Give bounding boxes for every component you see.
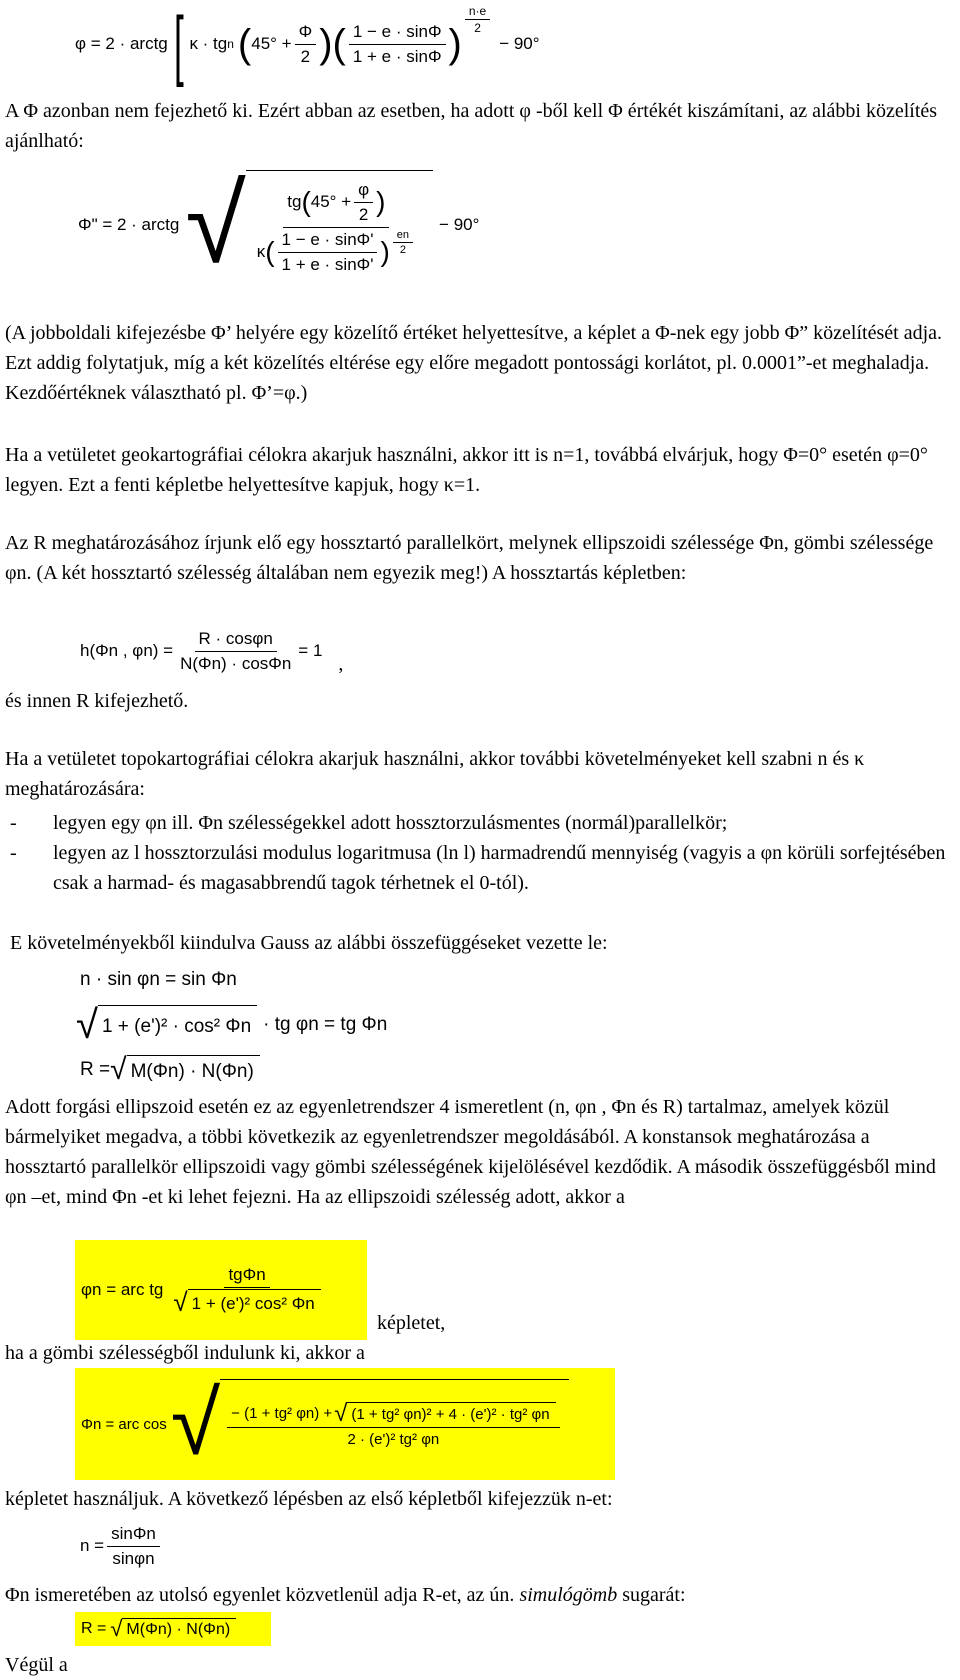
eq1-paren-close: ) xyxy=(319,21,333,66)
paragraph-finally: Végül a xyxy=(5,1654,68,1676)
eq3-comma: , xyxy=(338,652,344,675)
paragraph-spherical-start: ha a gömbi szélességből indulunk ki, akkor a xyxy=(5,1342,365,1364)
eq2-root xyxy=(185,163,433,286)
gauss-equation-1: n · sin φn = sin Φn xyxy=(80,969,237,990)
gauss-equation-3: R = √ M(Φn) · N(Φn) xyxy=(80,1052,260,1088)
paragraph-R-expressible: és innen R kifejezhető. xyxy=(5,690,189,712)
eq1-minus90: − 90° xyxy=(499,34,540,53)
eq1-n-exponent: n xyxy=(227,37,234,51)
paragraph-phi-not-expressible: A Φ azonban nem fejezhető ki. Ezért abban az esetben, ha adott φ -ből kell Φ értékét kiszámítani, az alábbi közelítés ajánlható: xyxy=(5,100,938,152)
eq3-lhs: h(Φn , φn) = xyxy=(80,641,174,660)
equation-phi-arctg xyxy=(75,0,540,88)
eq1-paren2-open: ( xyxy=(332,21,346,66)
eq1-bracket-left: [ xyxy=(173,0,184,88)
eq2-big-fraction: tg ( 45° + $\frac{\varphi}{2}$ ) κ ( $\frac{1 - e \cdot \sin\Phi'}{1 + e \cdot \sin\Phi'}$ ) $\frac{en}{2}$ xyxy=(253,179,420,276)
eq2-root-symbol: √ xyxy=(185,163,246,286)
equation-length-preservation xyxy=(80,622,343,680)
paragraph-topocartographic: Ha a vetületet topokartográfiai célokra akarjuk használni, akkor további követelményeket kell szabni n és κ meghatározására: xyxy=(5,748,865,800)
equation-R-osculating: R = √ M(Φn) · N(Φn) xyxy=(75,1612,271,1646)
eq1-power: $\frac{n\cdot e}{2}$ xyxy=(465,4,490,35)
eq1-phi-half: $\frac{\Phi}{2}$ xyxy=(295,21,317,68)
eq3-rhs: = 1 xyxy=(298,641,323,660)
paragraph-approximation-note: (A jobboldali kifejezésbe Φ’ helyére egy közelítő értéket helyettesítve, a képlet a Φ-nek egy jobb Φ” közelítését adja. Ezt addig folytatjuk, míg a két közelítés eltérése egy előre megadott pontossági korlátot, pl. 0.0001”-et meghaladja. Kezdőértéknek választható pl. Φ’=φ.) xyxy=(5,322,943,404)
gauss-equation-2: √ 1 + (e')² · cos² Φn · tg φn = tg Φn xyxy=(76,1003,388,1047)
equation-n: n = $\frac{\sin\Phi n}{\sin\varphi n}$ xyxy=(80,1518,163,1574)
equation-phi-double-prime xyxy=(78,160,479,290)
paragraph-gauss-intro: E követelményekből kiindulva Gauss az alábbi összefüggéseket vezette le: xyxy=(10,932,608,954)
eq2-minus90: − 90° xyxy=(439,215,480,234)
paragraph-osculating-sphere: Φn ismeretében az utolsó egyenlet közvetlenül adja R-et, az ún. simulógömb sugarát: xyxy=(5,1584,686,1606)
text-formula-label: képletet, xyxy=(377,1312,446,1334)
equation-phi-n-arctg: φn = arc tg tgΦn √ 1 + (e')² cos² Φn xyxy=(75,1240,367,1340)
eq1-paren2-close: ) xyxy=(448,21,462,66)
equation-Phi-n-arccos: Φn = arc cos √ − (1 + tg² φn) + √ (1 + tg² φn)² + 4 · (e')² · tg² φn 2 · (e')² tg² φn xyxy=(75,1368,615,1480)
eq1-kappa-tg: κ · tg xyxy=(189,34,228,53)
eq1-paren-open: ( xyxy=(237,21,252,66)
eq1-45: 45° + xyxy=(251,34,292,53)
eq1-lhs: φ = 2 · arctg xyxy=(75,34,168,53)
paragraph-express-n: képletet használjuk. A következő lépésben az első képletből kifejezzük n-et: xyxy=(5,1488,613,1510)
paragraph-R-determination: Az R meghatározásához írjunk elő egy hossztartó parallelkört, melynek ellipszoidi szélessége Φn, gömbi szélessége φn. (A két hossztartó szélesség általában nem egyezik meg!) A hossztartás képletben: xyxy=(5,532,934,584)
eq3-fraction: $\frac{R \cdot \cos\varphi n}{N(\Phi n) \cdot \cos\Phi n}$ xyxy=(180,628,292,673)
paragraph-geocartographic: Ha a vetületet geokartográfiai célokra akarjuk használni, akkor itt is n=1, továbbá elvárjuk, hogy Φ=0° esetén φ=0° legyen. Ezt a fenti képletbe helyettesítve kapjuk, hogy κ=1. xyxy=(5,444,928,496)
paragraph-equation-system: Adott forgási ellipszoid esetén ez az egyenletrendszer 4 ismeretlent (n, φn , Φn és R) tartalmaz, amelyek közül bármelyiket megadva, a többi következik az egyenletrendszer megoldásából. A konstansok meghatározása a hossztartó parallelkör ellipszoidi vagy gömbi szélességének kijelölésével kezdődik. A második összefüggésből mind φn –et, mind Φn -et ki lehet fejezni. Ha az ellipszoidi szélesség adott, akkor a xyxy=(5,1096,936,1208)
eq1-ratio: $\frac{1 - e \cdot \sin\Phi}{1 + e \cdot \sin\Phi}$ xyxy=(349,21,446,68)
eq2-lhs: Φ" = 2 · arctg xyxy=(78,215,180,234)
